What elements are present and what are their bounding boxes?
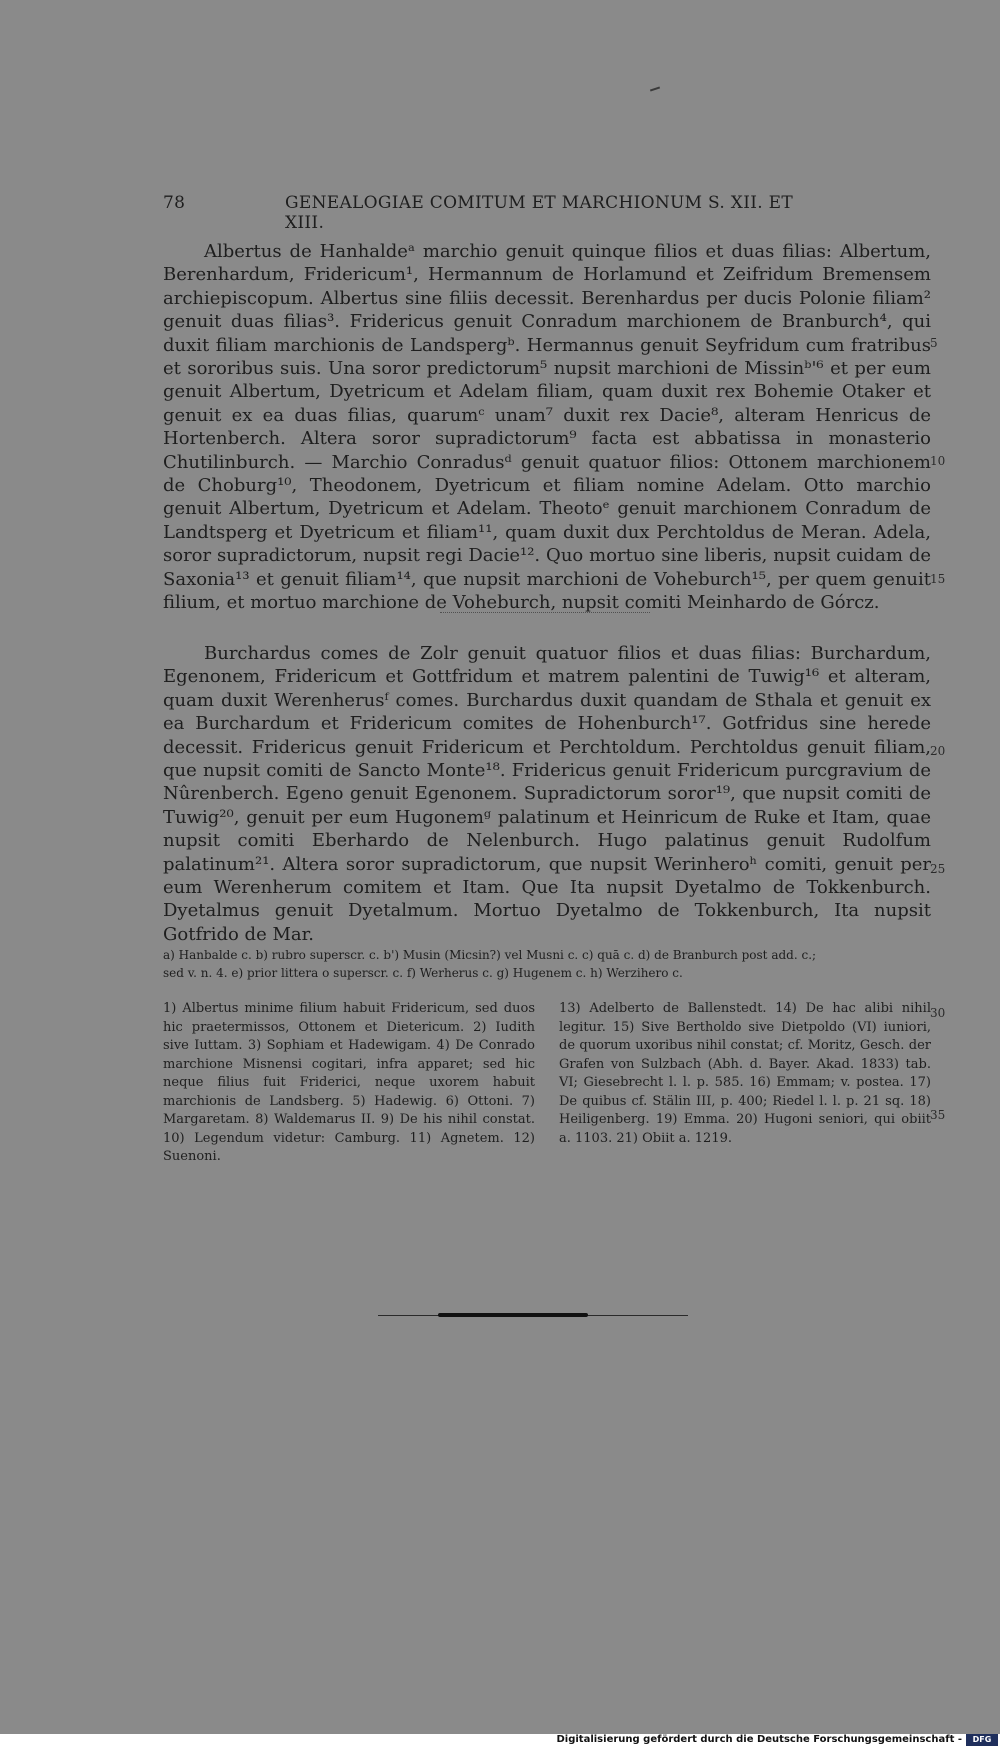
stray-mark	[650, 87, 660, 92]
line-number: 10	[930, 454, 946, 468]
dfg-logo: DFG	[966, 1734, 998, 1746]
paragraph-albertus: Albertus de Hanhaldeᵃ marchio genuit quinque filios et duas filias: Albertum, Berenhardum, Fridericum¹, Hermannum de Horlamund et Zeifridum Bremensem archiepiscopum. Albertus sine filiis decessit. Berenhardus per ducis Polonie filiam² genuit duas filias³. Fridericus genuit Conradum marchionem de Branburch⁴, qui duxit filiam marchionis de Landspergᵇ. Hermannus genuit Seyfridum cum fratribus et sororibus suis. Una soror predictorum⁵ nupsit marchioni de Missinᵇ'⁶ et per eum genuit Albertum, Dyetricum et Adelam filiam, quam duxit rex Bohemie Otaker et genuit ex ea duas filias, quarumᶜ unam⁷ duxit rex Dacie⁸, alteram Henricus de Hortenberch. Altera soror supradictorum⁹ facta est abbatissa in monasterio Chutilinburch. — Marchio Conradusᵈ genuit quatuor filios: Ottonem marchionem de Choburg¹⁰, Theodonem, Dyetricum et filiam nomine Adelam. Otto marchio genuit Albertum, Dyetricum et Adelam. Theotoᵉ genuit marchionem Conradum de Landtsperg et Dyetricum et filiam¹¹, quam duxit dux Perchtoldus de Meran. Adela, soror supradictorum, nupsit regi Dacie¹². Quo mortuo sine liberis, nupsit cuidam de Saxonia¹³ et genuit filiam¹⁴, que nupsit marchioni de Voheburch¹⁵, per quem genuit filium, et mortuo marchione de Voheburch, nupsit comiti Meinhardo de Górcz.	[163, 241, 931, 614]
footnotes-left-column	[163, 1000, 535, 1167]
paragraph-burchardus: Burchardus comes de Zolr genuit quatuor filios et duas filias: Burchardum, Egenonem, Fridericum et Gottfridum et matrem palentini de Tuwig¹⁶ et alteram, quam duxit Werenherusᶠ comes. Burchardus duxit quandam de Sthala et genuit ex ea Burchardum et Fridericum comites de Hohenburch¹⁷. Gotfridus sine herede decessit. Fridericus genuit Fridericum et Perchtoldum. Perchtoldus genuit filiam, que nupsit comiti de Sancto Monte¹⁸. Fridericus genuit Fridericum purcgravium de Nûrenberch. Egeno genuit Egenonem. Supradictorum soror¹⁹, que nupsit comiti de Tuwig²⁰, genuit per eum Hugonemᵍ palatinum et Heinricum de Ruke et Itam, quae nupsit comiti Eberhardo de Nelenburch. Hugo palatinus genuit Rudolfum palatinum²¹. Altera soror supradictorum, que nupsit Werinheroʰ comiti, genuit per eum Werenherum comitem et Itam. Que Ita nupsit Dyetalmo de Tokkenburch. Dyetalmus genuit Dyetalmum. Mortuo Dyetalmo de Tokkenburch, Ita nupsit Gotfrido de Mar.	[163, 643, 931, 945]
funding-credit: Digitalisierung gefördert durch die Deutsche Forschungsgemeinschaft -	[556, 1734, 962, 1745]
variant-line: sed v. n. 4. e) prior littera o superscr. c. f) Werherus c. g) Hugenem c. h) Werzihero c.	[163, 966, 683, 980]
line-number: 25	[930, 862, 946, 876]
line-number: 30	[930, 1006, 946, 1020]
line-number-margin	[930, 0, 960, 1746]
page-number: 78	[163, 193, 186, 213]
variant-readings	[163, 946, 933, 982]
end-ornament-rule	[378, 1312, 688, 1318]
rule-thick-line	[438, 1313, 588, 1317]
running-title: GENEALOGIAE COMITUM ET MARCHIONUM S. XII. ET XIII.	[285, 193, 793, 233]
line-number: 5	[930, 336, 938, 350]
line-number: 35	[930, 1108, 946, 1122]
footnotes-right-text: 13) Adelberto de Ballenstedt. 14) De hac alibi nihil legitur. 15) Sive Bertholdo sive Dietpoldo (VI) iuniori, de quorum uxoribus nihil constat; cf. Moritz, Gesch. der Grafen von Sulzbach (Abh. d. Bayer. Akad. 1833) tab. VI; Giesebrecht l. l. p. 585. 16) Emmam; v. postea. 17) De quibus cf. Stälin III, p. 400; Riedel l. l. p. 21 sq. 18) Heiligenberg. 19) Emma. 20) Hugoni seniori, qui obiit a. 1103. 21) Obiit a. 1219.	[559, 1001, 931, 1146]
footnotes-right-column	[559, 1000, 931, 1167]
footnotes-left-text: 1) Albertus minime filium habuit Fridericum, sed duos hic praetermissos, Ottonem et Dietericum. 2) Iudith sive Iuttam. 3) Sophiam et Hadewigam. 4) De Conrado marchione Misnensi cogitari, infra apparet; sed hic neque filius fuit Friderici, neque uxorem habuit marchionis de Landsberg. 5) Hadewig. 6) Ottoni. 7) Margaretam. 8) Waldemarus II. 9) De his nihil constat. 10) Legendum videtur: Camburg. 11) Agnetem. 12) Suenoni.	[163, 1001, 535, 1164]
line-number: 20	[930, 744, 946, 758]
footnotes	[163, 1000, 931, 1167]
line-number: 15	[930, 572, 946, 586]
variant-line: a) Hanbalde c. b) rubro superscr. c. b') Musin (Micsin?) vel Musni c. c) quā c. d) de Branburch post add. c.;	[163, 948, 817, 962]
section-separator	[440, 612, 650, 613]
